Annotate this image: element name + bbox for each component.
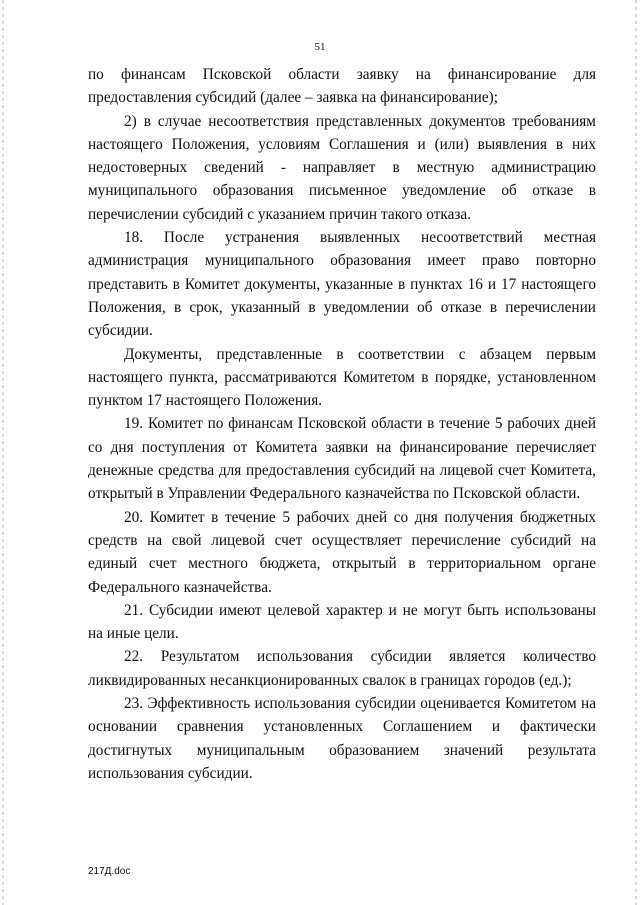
document-body <box>88 63 596 785</box>
paragraph-item-2: 2) в случае несоответствия представленных документов требованиям настоящего Положения, условиям Соглашения и (или) выявления в них недостоверных сведений - направляет в местную администрацию муниципального образования письменное уведомление об отказе в перечислении субсидий с указанием причин такого отказа. <box>88 112 596 223</box>
paragraph-22: 22. Результатом использования субсидии является количество ликвидированных несанкционированных свалок в границах городов (ед.); <box>88 648 596 689</box>
paragraph-18: 18. После устранения выявленных несоответствий местная администрация муниципального образования имеет право повторно представить в Комитет документы, указанные в пунктах 16 и 17 настоящего Положения, в срок, указанный в уведомлении об отказе в перечислении субсидии. <box>88 229 596 340</box>
page-number: 51 <box>314 41 326 53</box>
paragraph-23: 23. Эффективность использования субсидии оценивается Комитетом на основании сравнения установленных Соглашением и фактически достигнутых муниципальным образованием значений результата использования субсидии. <box>88 695 596 782</box>
scan-edge-right <box>635 0 637 905</box>
paragraph-continuation: по финансам Псковской области заявку на финансирование для предоставления субсидий (далее – заявка на финансирование); <box>88 66 596 107</box>
file-name-footer: 217Д.doc <box>88 866 131 877</box>
paragraph-19: 19. Комитет по финансам Псковской области в течение 5 рабочих дней со дня поступления от Комитета заявки на финансирование перечисляет денежные средства для предоставления субсидий на лицевой счет Комитета, открытый в Управлении Федерального казначейства по Псковской области. <box>88 415 596 503</box>
scan-edge-left <box>2 0 4 905</box>
paragraph-21: 21. Субсидии имеют целевой характер и не могут быть использованы на иные цели. <box>88 601 596 643</box>
paragraph-18-second: Документы, представленные в соответствии с абзацем первым настоящего пункта, рассматриваются Комитетом в порядке, установленном пунктом 17 настоящего Положения. <box>88 345 596 410</box>
paragraph-20: 20. Комитет в течение 5 рабочих дней со дня получения бюджетных средств на свой лицевой счет осуществляет перечисление субсидий на единый счет местного бюджета, открытый в территориальном органе Федерального казначейства. <box>88 508 596 596</box>
